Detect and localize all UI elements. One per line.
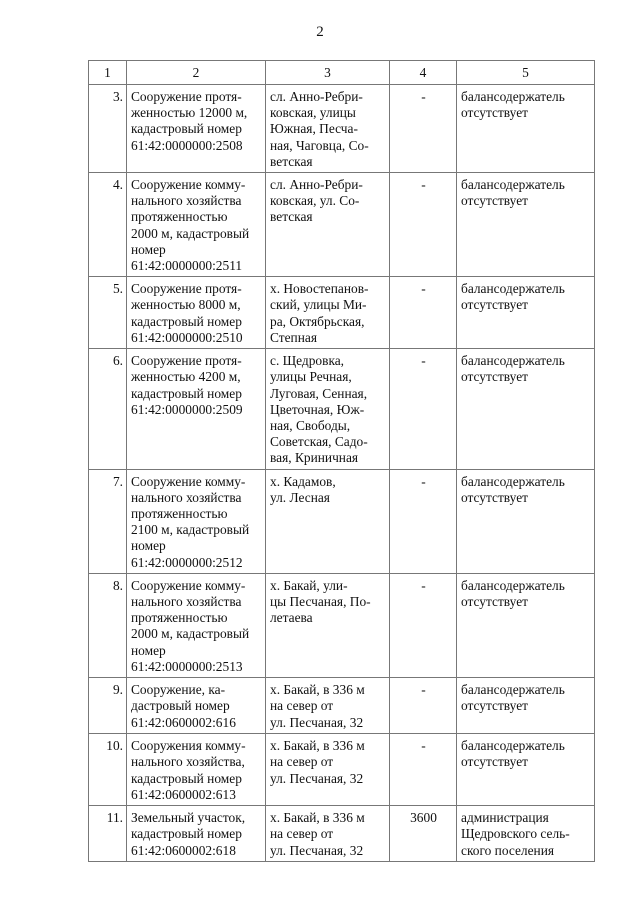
- object-name: Сооружения комму- нального хозяйства, кадастровый номер 61:42:0600002:613: [127, 734, 266, 806]
- row-number: 5.: [89, 277, 127, 349]
- object-name: Земельный участок, кадастровый номер 61:42:0600002:618: [127, 806, 266, 862]
- column-header: 5: [457, 61, 595, 85]
- row-number: 4.: [89, 173, 127, 277]
- object-name: Сооружение протя- женностью 8000 м, кадастровый номер 61:42:0000000:2510: [127, 277, 266, 349]
- object-name: Сооружение комму- нального хозяйства протяженностью 2000 м, кадастровый номер 61:42:0000000:2511: [127, 173, 266, 277]
- table-row: [89, 806, 595, 862]
- object-address: сл. Анно-Ребри- ковская, ул. Со- ветская: [266, 173, 390, 277]
- balance-holder: балансодержатель отсутствует: [457, 85, 595, 173]
- object-area: -: [390, 349, 457, 469]
- balance-holder: балансодержатель отсутствует: [457, 469, 595, 573]
- balance-holder: балансодержатель отсутствует: [457, 573, 595, 677]
- balance-holder: администрация Щедровского сель- ского поселения: [457, 806, 595, 862]
- object-area: -: [390, 573, 457, 677]
- column-header: 1: [89, 61, 127, 85]
- object-area: -: [390, 277, 457, 349]
- balance-holder: балансодержатель отсутствует: [457, 349, 595, 469]
- table-header-row: [89, 61, 595, 85]
- property-registry-table: [88, 60, 595, 862]
- balance-holder: балансодержатель отсутствует: [457, 678, 595, 734]
- table-row: [89, 573, 595, 677]
- page-number: 2: [316, 24, 324, 40]
- table-row: [89, 678, 595, 734]
- table-row: [89, 349, 595, 469]
- object-name: Сооружение комму- нального хозяйства протяженностью 2100 м, кадастровый номер 61:42:0000000:2512: [127, 469, 266, 573]
- object-area: -: [390, 85, 457, 173]
- row-number: 9.: [89, 678, 127, 734]
- row-number: 10.: [89, 734, 127, 806]
- row-number: 6.: [89, 349, 127, 469]
- balance-holder: балансодержатель отсутствует: [457, 173, 595, 277]
- balance-holder: балансодержатель отсутствует: [457, 277, 595, 349]
- column-header: 3: [266, 61, 390, 85]
- row-number: 8.: [89, 573, 127, 677]
- object-address: х. Бакай, в 336 м на север от ул. Песчаная, 32: [266, 734, 390, 806]
- row-number: 3.: [89, 85, 127, 173]
- object-area: -: [390, 469, 457, 573]
- object-address: сл. Анно-Ребри- ковская, улицы Южная, Песча- ная, Чаговца, Со- ветская: [266, 85, 390, 173]
- object-area: -: [390, 173, 457, 277]
- row-number: 7.: [89, 469, 127, 573]
- object-address: х. Кадамов, ул. Лесная: [266, 469, 390, 573]
- object-area: -: [390, 734, 457, 806]
- object-address: х. Новостепанов- ский, улицы Ми- ра, Октябрьская, Степная: [266, 277, 390, 349]
- object-address: х. Бакай, в 336 м на север от ул. Песчаная, 32: [266, 678, 390, 734]
- object-address: с. Щедровка, улицы Речная, Луговая, Сенная, Цветочная, Юж- ная, Свободы, Советская, Садо- вая, Криничная: [266, 349, 390, 469]
- object-area: 3600: [390, 806, 457, 862]
- column-header: 4: [390, 61, 457, 85]
- table-row: [89, 469, 595, 573]
- balance-holder: балансодержатель отсутствует: [457, 734, 595, 806]
- column-header: 2: [127, 61, 266, 85]
- table-row: [89, 277, 595, 349]
- object-area: -: [390, 678, 457, 734]
- object-address: х. Бакай, в 336 м на север от ул. Песчаная, 32: [266, 806, 390, 862]
- object-address: х. Бакай, ули- цы Песчаная, По- летаева: [266, 573, 390, 677]
- row-number: 11.: [89, 806, 127, 862]
- table-row: [89, 85, 595, 173]
- object-name: Сооружение протя- женностью 12000 м, кадастровый номер 61:42:0000000:2508: [127, 85, 266, 173]
- object-name: Сооружение протя- женностью 4200 м, кадастровый номер 61:42:0000000:2509: [127, 349, 266, 469]
- object-name: Сооружение комму- нального хозяйства протяженностью 2000 м, кадастровый номер 61:42:0000000:2513: [127, 573, 266, 677]
- table-row: [89, 734, 595, 806]
- object-name: Сооружение, ка- дастровый номер 61:42:0600002:616: [127, 678, 266, 734]
- table-row: [89, 173, 595, 277]
